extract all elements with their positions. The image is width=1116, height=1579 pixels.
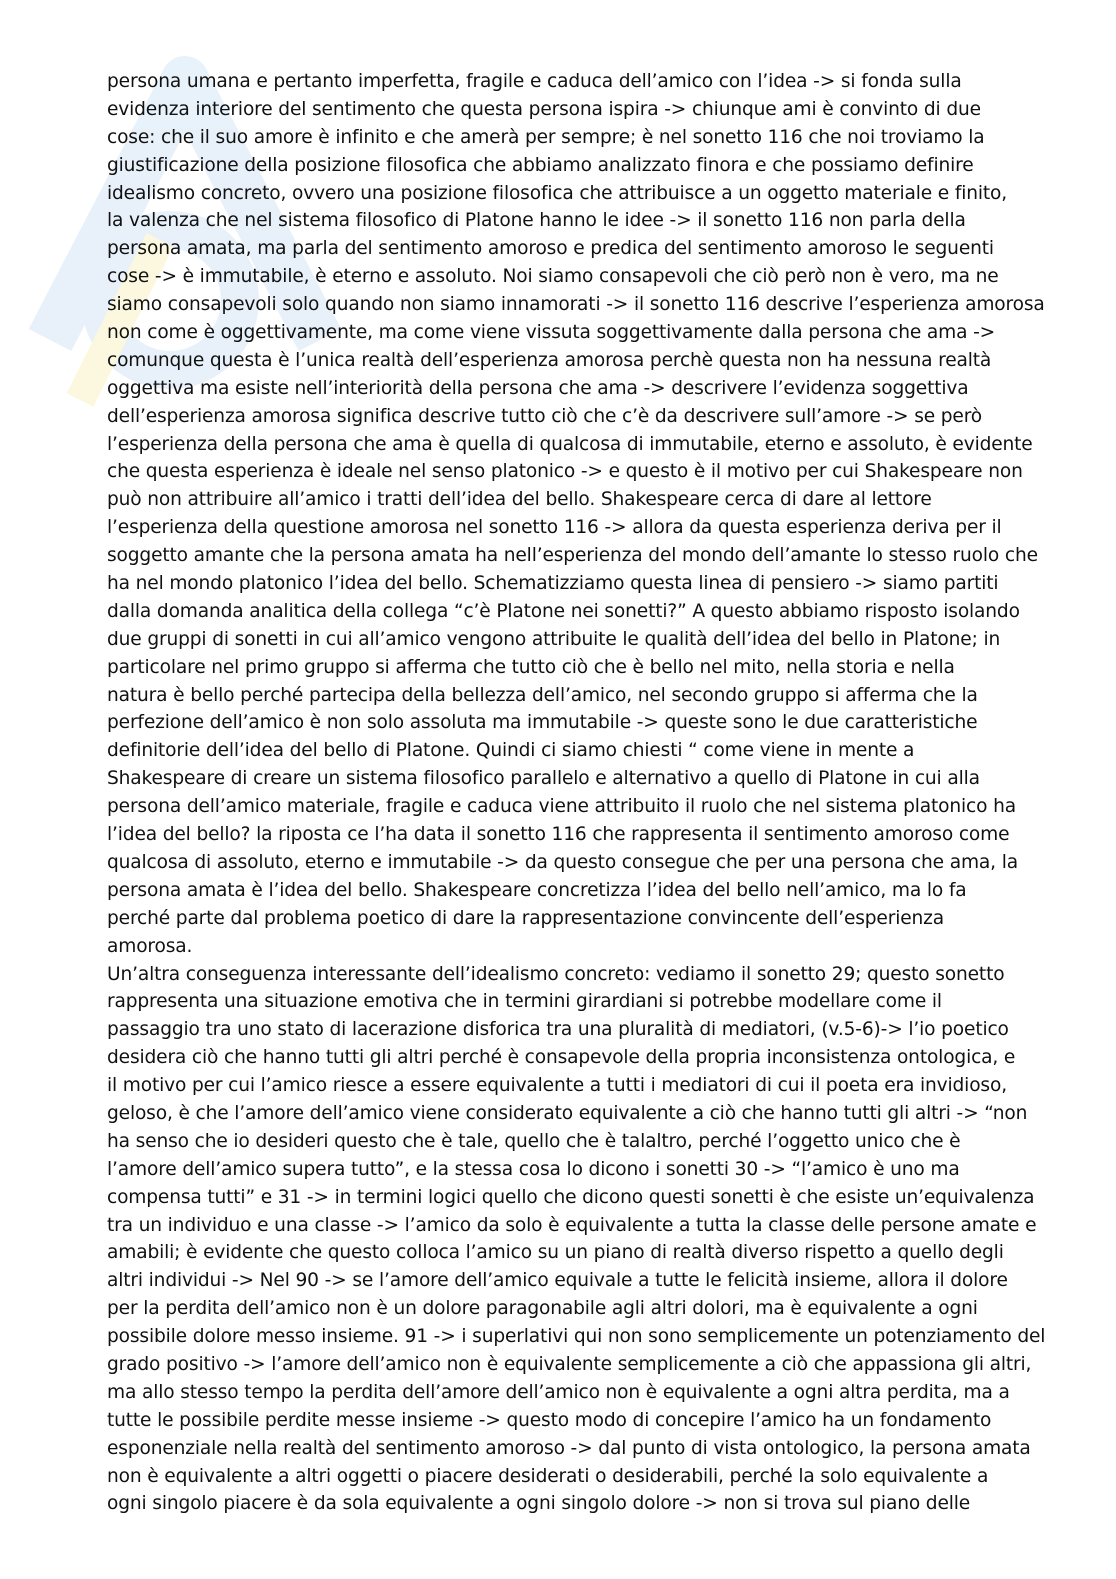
text-line: può non attribuire all’amico i tratti dell’idea del bello. Shakespeare cerca di dare al lettore [107, 489, 932, 511]
text-line: amorosa. [107, 935, 193, 957]
text-line: definitorie dell’idea del bello di Platone. Quindi ci siamo chiesti “ come viene in mente a [107, 740, 915, 762]
text-line: cose: che il suo amore è infinito e che amerà per sempre; è nel sonetto 116 che noi troviamo la [107, 126, 985, 148]
text-line: l’esperienza della questione amorosa nel sonetto 116 -> allora da questa esperienza deriva per il [107, 517, 1002, 539]
text-line: idealismo concreto, ovvero una posizione filosofica che attribuisce a un oggetto materiale e finito, [107, 182, 1008, 204]
text-line: ha nel mondo platonico l’idea del bello. Schematizziamo questa linea di pensiero -> siamo partiti [107, 573, 999, 595]
text-line: siamo consapevoli solo quando non siamo innamorati -> il sonetto 116 descrive l’esperienza amorosa [107, 294, 1045, 316]
text-line: persona umana e pertanto imperfetta, fragile e caduca dell’amico con l’idea -> si fonda sulla [107, 71, 962, 92]
text-line: possibile dolore messo insieme. 91 -> i superlativi qui non sono semplicemente un potenziamento del [107, 1326, 1046, 1348]
text-line: ma allo stesso tempo la perdita dell’amore dell’amico non è equivalente a ogni altra perdita, ma a [107, 1381, 1010, 1403]
text-line: non è equivalente a altri oggetti o piacere desiderati o desiderabili, perché la solo equivalente a [107, 1465, 989, 1487]
text-line: particolare nel primo gruppo si afferma che tutto ciò che è bello nel mito, nella storia e nella [107, 656, 955, 678]
text-line: Un’altra conseguenza interessante dell’idealismo concreto: vediamo il sonetto 29; questo sonetto [107, 963, 1005, 985]
text-line: comunque questa è l’unica realtà dell’esperienza amorosa perchè questa non ha nessuna realtà [107, 349, 992, 371]
text-line: dell’esperienza amorosa significa descrive tutto ciò che c’è da descrivere sull’amore -> se però [107, 405, 983, 427]
text-line: la valenza che nel sistema filosofico di Platone hanno le idee -> il sonetto 116 non parla della [107, 210, 966, 232]
text-line: persona dell’amico materiale, fragile e caduca viene attribuito il ruolo che nel sistema platonico ha [107, 796, 1016, 818]
text-line: qualcosa di assoluto, eterno e immutabile -> da questo consegue che per una persona che ama, la [107, 851, 1018, 873]
text-line: Shakespeare di creare un sistema filosofico parallelo e alternativo a quello di Platone in cui alla [107, 768, 980, 790]
text-line: rappresenta una situazione emotiva che in termini girardiani si potrebbe modellare come il [107, 991, 942, 1013]
text-line: tutte le possibile perdite messe insieme -> questo modo di concepire l’amico ha un fondamento [107, 1409, 992, 1431]
text-line: persona amata, ma parla del sentimento amoroso e predica del sentimento amoroso le seguenti [107, 238, 994, 260]
text-line: desidera ciò che hanno tutti gli altri perché è consapevole della propria inconsistenza ontologica, e [107, 1047, 1016, 1069]
text-line: natura è bello perché partecipa della bellezza dell’amico, nel secondo gruppo si afferma che la [107, 684, 978, 706]
text-line: altri individui -> Nel 90 -> se l’amore dell’amico equivale a tutte le felicità insieme, allora il dolore [107, 1270, 1008, 1292]
text-line: passaggio tra uno stato di lacerazione disforica tra una pluralità di mediatori, (v.5-6)-> l’io poetico [107, 1019, 1009, 1041]
text-line: amabili; è evidente che questo colloca l’amico su un piano di realtà diverso rispetto a quello degli [107, 1242, 1004, 1264]
text-line: l’amore dell’amico supera tutto”, e la stessa cosa lo dicono i sonetti 30 -> “l’amico è uno ma [107, 1158, 960, 1180]
text-line: cose -> è immutabile, è eterno e assoluto. Noi siamo consapevoli che ciò però non è vero, ma ne [107, 266, 999, 288]
text-line: grado positivo -> l’amore dell’amico non è equivalente semplicemente a ciò che appassiona gli altri, [107, 1353, 1032, 1375]
text-line: dalla domanda analitica della collega “c’è Platone nei sonetti?” A questo abbiamo risposto isolando [107, 600, 1020, 622]
text-line: compensa tutti” e 31 -> in termini logici quello che dicono questi sonetti è che esiste un’equivalenza [107, 1186, 1035, 1208]
text-line: l’esperienza della persona che ama è quella di qualcosa di immutabile, eterno e assoluto, è evidente [107, 433, 1033, 455]
body-text [107, 68, 1052, 1518]
text-line: tra un individuo e una classe -> l’amico da solo è equivalente a tutta la classe delle persone amate e [107, 1214, 1037, 1236]
text-line: ogni singolo piacere è da sola equivalente a ogni singolo dolore -> non si trova sul piano delle [107, 1493, 971, 1515]
text-line: ha senso che io desideri questo che è tale, quello che è talaltro, perché l’oggetto unico che è [107, 1130, 961, 1152]
text-line: l’idea del bello? la riposta ce l’ha data il sonetto 116 che rappresenta il sentimento amoroso come [107, 824, 1010, 846]
text-line: soggetto amante che la persona amata ha nell’esperienza del mondo dell’amante lo stesso ruolo che [107, 545, 1038, 567]
text-line: due gruppi di sonetti in cui all’amico vengono attribuite le qualità dell’idea del bello in Platone; in [107, 628, 1001, 650]
text-line: il motivo per cui l’amico riesce a essere equivalente a tutti i mediatori di cui il poeta era invidioso, [107, 1075, 1007, 1097]
text-line: perché parte dal problema poetico di dare la rappresentazione convincente dell’esperienza [107, 907, 945, 929]
text-line: oggettiva ma esiste nell’interiorità della persona che ama -> descrivere l’evidenza soggettiva [107, 377, 969, 399]
text-line: per la perdita dell’amico non è un dolore paragonabile agli altri dolori, ma è equivalente a ogni [107, 1298, 978, 1320]
text-line: persona amata è l’idea del bello. Shakespeare concretizza l’idea del bello nell’amico, ma lo fa [107, 879, 967, 901]
text-line: evidenza interiore del sentimento che questa persona ispira -> chiunque ami è convinto di due [107, 98, 981, 120]
text-line: geloso, è che l’amore dell’amico viene considerato equivalente a ciò che hanno tutti gli altri -> “non [107, 1102, 1028, 1124]
text-line: non come è oggettivamente, ma come viene vissuta soggettivamente dalla persona che ama -> [107, 322, 996, 344]
text-line: che questa esperienza è ideale nel senso platonico -> e questo è il motivo per cui Shakespeare non [107, 461, 1023, 483]
text-line: giustificazione della posizione filosofica che abbiamo analizzato finora e che possiamo definire [107, 154, 974, 176]
text-line: perfezione dell’amico è non solo assoluta ma immutabile -> queste sono le due caratteristiche [107, 712, 978, 734]
text-line: esponenziale nella realtà del sentimento amoroso -> dal punto di vista ontologico, la persona amata [107, 1437, 1031, 1459]
